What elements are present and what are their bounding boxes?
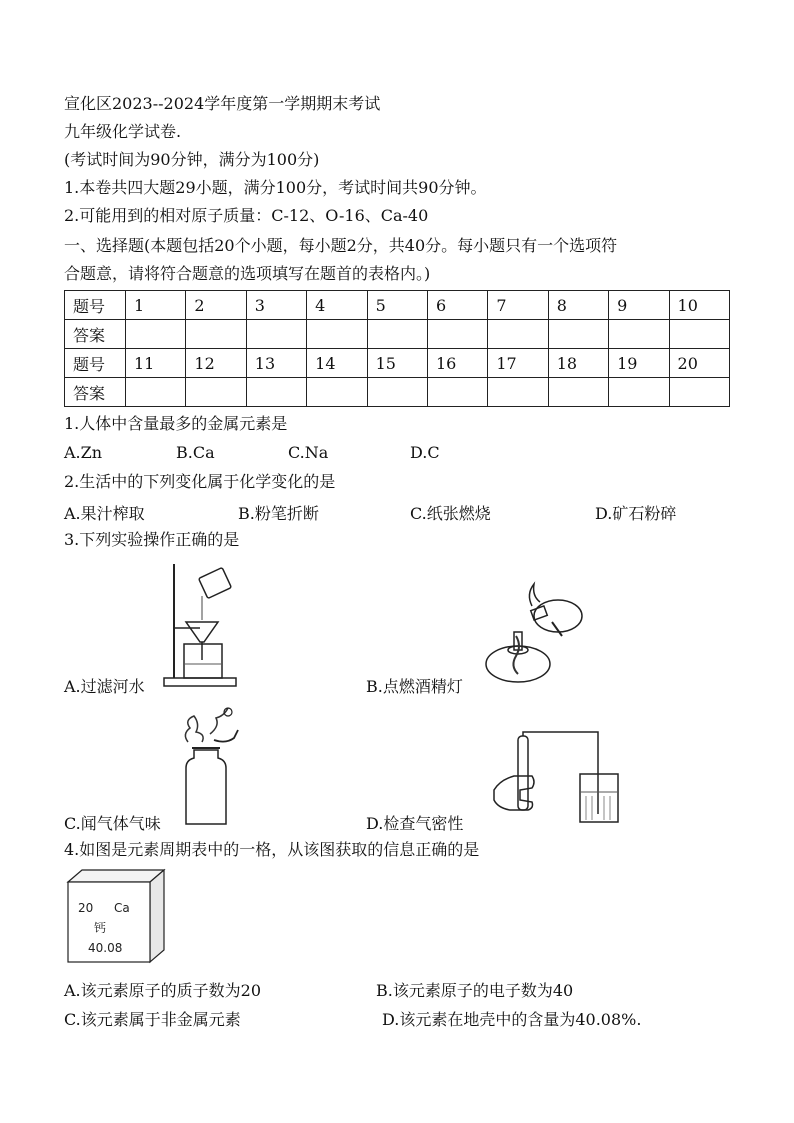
question-number: 17: [488, 349, 548, 378]
table-row: [65, 291, 730, 320]
question-number: 2: [186, 291, 246, 320]
q3-option-b: B.点燃酒精灯: [366, 677, 463, 696]
q3-option-a: A.过滤河水: [64, 677, 145, 696]
section-heading-cont: 合题意，请将符合题意的选项填写在题首的表格内。): [64, 264, 431, 283]
answer-cell[interactable]: [427, 378, 487, 407]
q4-option-d: D.该元素在地壳中的含量为40.08%.: [382, 1010, 642, 1029]
q2-option-a: A.果汁榨取: [64, 504, 145, 523]
answer-cell[interactable]: [609, 320, 669, 349]
question-number: 19: [609, 349, 669, 378]
question-number: 7: [488, 291, 548, 320]
row-label: 题号: [65, 291, 126, 320]
answer-cell[interactable]: [307, 320, 367, 349]
answer-table: [64, 290, 730, 407]
element-atomic-number: 20: [78, 901, 94, 915]
element-symbol: Ca: [114, 901, 130, 915]
question-number: 8: [548, 291, 608, 320]
answer-cell[interactable]: [488, 378, 548, 407]
question-4-stem: 4.如图是元素周期表中的一格，从该图获取的信息正确的是: [64, 840, 480, 859]
answer-cell[interactable]: [609, 378, 669, 407]
answer-cell[interactable]: [488, 320, 548, 349]
answer-cell[interactable]: [367, 378, 427, 407]
question-number: 16: [427, 349, 487, 378]
question-number: 10: [669, 291, 729, 320]
answer-cell[interactable]: [427, 320, 487, 349]
row-label: 题号: [65, 349, 126, 378]
q3-option-d: D.检查气密性: [366, 814, 464, 833]
q1-option-c: C.Na: [288, 443, 329, 462]
exam-time-note: (考试时间为90分钟，满分为100分): [64, 150, 320, 169]
q1-option-a: A.Zn: [64, 443, 103, 462]
answer-cell[interactable]: [246, 320, 306, 349]
question-2-stem: 2.生活中的下列变化属于化学变化的是: [64, 472, 336, 491]
q2-option-d: D.矿石粉碎: [595, 504, 677, 523]
row-label: 答案: [65, 378, 126, 407]
table-row: [65, 378, 730, 407]
answer-cell[interactable]: [669, 378, 729, 407]
exam-subtitle: 九年级化学试卷.: [64, 122, 182, 141]
answer-cell[interactable]: [186, 320, 246, 349]
q3-option-c: C.闻气体气味: [64, 814, 161, 833]
q2-option-b: B.粉笔折断: [238, 504, 319, 523]
q1-option-b: B.Ca: [176, 443, 215, 462]
question-1-stem: 1.人体中含量最多的金属元素是: [64, 414, 288, 433]
periodic-table-cell-figure: [64, 868, 168, 964]
q1-option-d: D.C: [410, 443, 440, 462]
answer-cell[interactable]: [548, 320, 608, 349]
question-number: 20: [669, 349, 729, 378]
question-number: 15: [367, 349, 427, 378]
answer-cell[interactable]: [126, 378, 186, 407]
q4-option-a: A.该元素原子的质子数为20: [64, 981, 262, 1000]
question-number: 14: [307, 349, 367, 378]
question-number: 11: [126, 349, 186, 378]
section-heading: 一、选择题(本题包括20个小题，每小题2分，共40分。每小题只有一个选项符: [64, 236, 618, 255]
filtration-apparatus-figure: [160, 560, 240, 688]
question-number: 6: [427, 291, 487, 320]
question-3-stem: 3.下列实验操作正确的是: [64, 530, 240, 549]
question-number: 9: [609, 291, 669, 320]
smell-gas-bottle-figure: [176, 704, 246, 828]
question-number: 5: [367, 291, 427, 320]
element-atomic-mass: 40.08: [88, 941, 123, 955]
instruction-2: 2.可能用到的相对原子质量：C-12、O-16、Ca-40: [64, 206, 429, 225]
question-number: 4: [307, 291, 367, 320]
question-number: 13: [246, 349, 306, 378]
row-label: 答案: [65, 320, 126, 349]
table-row: [65, 320, 730, 349]
alcohol-lamp-figure: [482, 576, 592, 688]
q2-option-c: C.纸张燃烧: [410, 504, 491, 523]
q4-option-c: C.该元素属于非金属元素: [64, 1010, 241, 1029]
question-number: 1: [126, 291, 186, 320]
answer-cell[interactable]: [307, 378, 367, 407]
answer-cell[interactable]: [246, 378, 306, 407]
table-row: [65, 349, 730, 378]
answer-cell[interactable]: [669, 320, 729, 349]
exam-title: 宣化区2023--2024学年度第一学期期末考试: [64, 94, 381, 113]
answer-cell[interactable]: [186, 378, 246, 407]
answer-cell[interactable]: [367, 320, 427, 349]
instruction-1: 1.本卷共四大题29小题，满分100分，考试时间共90分钟。: [64, 178, 487, 197]
question-number: 18: [548, 349, 608, 378]
question-number: 12: [186, 349, 246, 378]
airtightness-check-figure: [490, 730, 622, 826]
element-name: 钙: [94, 921, 107, 935]
answer-cell[interactable]: [126, 320, 186, 349]
question-number: 3: [246, 291, 306, 320]
q4-option-b: B.该元素原子的电子数为40: [376, 981, 574, 1000]
answer-cell[interactable]: [548, 378, 608, 407]
